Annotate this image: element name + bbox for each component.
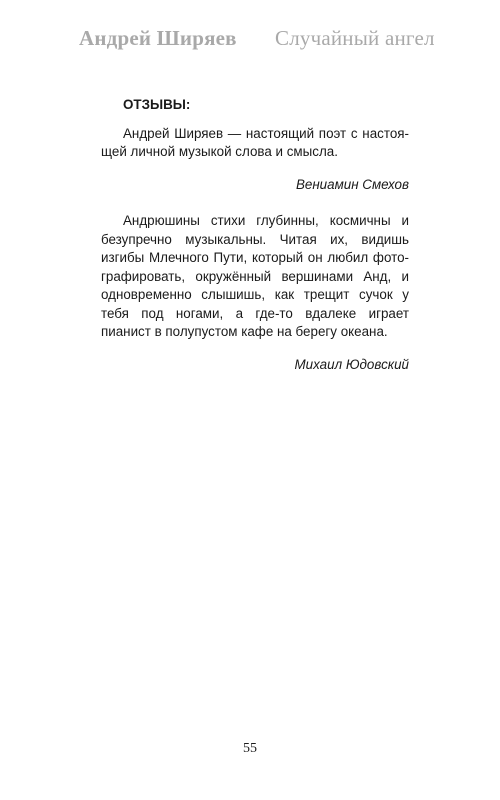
review [101, 125, 409, 195]
section-heading: ОТЗЫВЫ: [123, 97, 191, 112]
review-author: Михаил Юдовский [294, 356, 409, 372]
page-number: 55 [243, 741, 257, 756]
review [101, 212, 409, 374]
running-head-author: Андрей Ширяев [79, 26, 237, 50]
review-text: Андрей Ширяев — настоящий поэт с настоящей личной музыкой слова и смысла. [101, 125, 409, 159]
review-text: Андрюшины стихи глубинны, космичны и безупречно музыкальны. Читая их, видишь изгибы Млечного Пути, который он любил фотографировать, окружённый вершинами Анд, и одновременно слышишь, как трещит сучок у тебя под ногами, а где-то вдалеке играет пианист в полупустом кафе на берегу океана. [101, 213, 409, 339]
review-author: Вениамин Смехов [295, 176, 409, 192]
running-head [0, 26, 500, 56]
reviews-section [101, 96, 409, 392]
running-head-book-title: Случайный ангел [275, 26, 435, 50]
